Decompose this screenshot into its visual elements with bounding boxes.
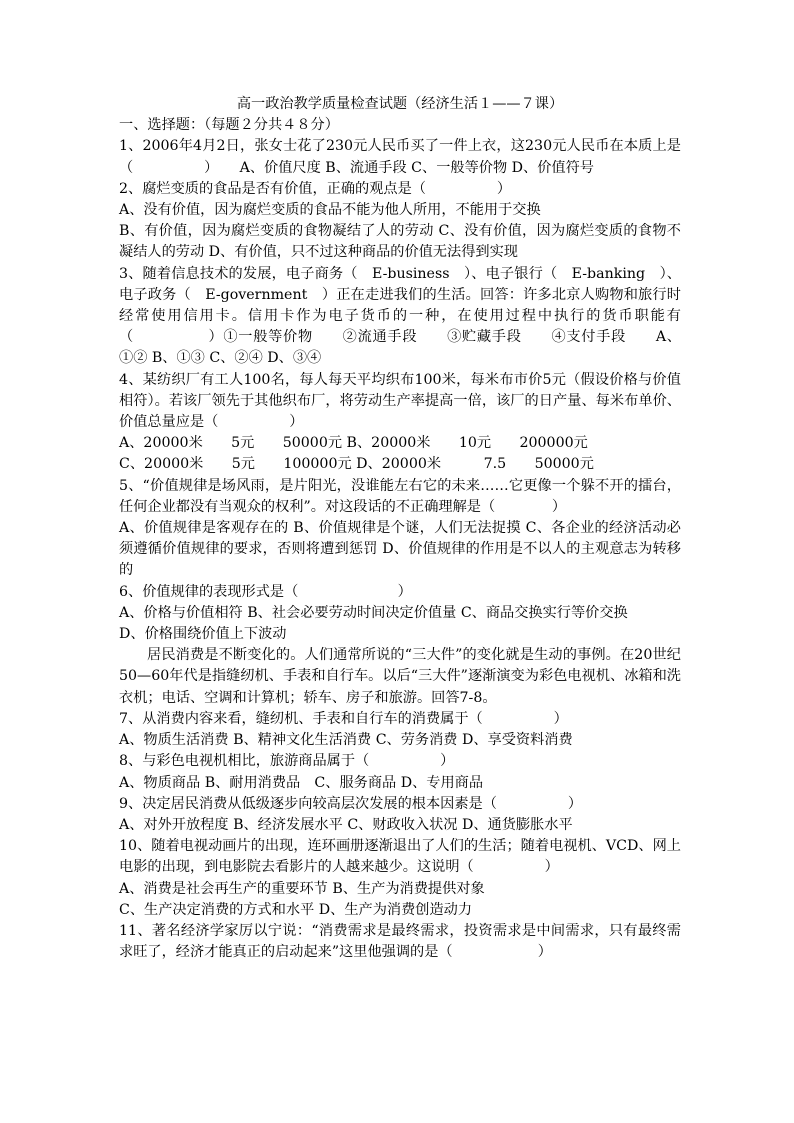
section-heading: 一、选择题：（每题２分共４８分） (119, 117, 339, 134)
question-2-options-bcd: B、有价值，因为腐烂变质的食物凝结了人的劳动 C、没有价值，因为腐烂变质的食物不凝结人的劳动 D、有价值，只不过这种商品的价值无法得到实现 (119, 223, 681, 261)
question-6: 6、价值规律的表现形式是（ ） (119, 583, 412, 600)
question-4-options-cd: C、20000米 5元 100000元 D、20000米 7.5 50000元 (119, 456, 594, 473)
question-8-options: A、物质商品 B、耐用消费品 C、服务商品 D、专用商品 (119, 774, 484, 791)
question-2-option-a: A、没有价值，因为腐烂变质的食品不能为他人所用，不能用于交换 (119, 202, 541, 219)
exam-title: 高一政治教学质量检查试题（经济生活１——７课） (236, 96, 564, 112)
question-10: 10、随着电视动画片的出现，连环画册逐渐退出了人们的生活；随着电视机、VCD、网上电影的出现，到电影院去看影片的人越来越少。这说明（ ） (119, 838, 681, 876)
question-5: 5、“价值规律是场风雨，是片阳光，没谁能左右它的未来……它更像一个躲不开的擂台，任何企业都没有当观众的权利”。对这段话的不正确理解是（ ） (119, 477, 681, 515)
question-6-options-abc: A、价格与价值相符 B、社会必要劳动时间决定价值量 C、商品交换实行等价交换 (119, 604, 628, 621)
question-6-option-d: D、价格围绕价值上下波动 (119, 626, 287, 643)
question-3: 3、随着信息技术的发展，电子商务（ E-business ）、电子银行（ E-banking ）、电子政务（ E-government ）正在走进我们的生活。回答：许多北京人购物和旅行时经常使用信用卡。信用卡作为电子货币的一种，在使用过程中执行的货币职能有（ ）①一般等价物 ②流通手段 ③贮藏手段 ④支付手段 A、①② B、①③ C、②④ D、③④ (119, 265, 681, 367)
question-2: 2、腐烂变质的食品是否有价值，正确的观点是（ ） (119, 180, 512, 197)
reading-passage: 居民消费是不断变化的。人们通常所说的“三大件”的变化就是生动的事例。在20世纪50—60年代是指缝纫机、手表和自行车。以后“三大件”逐渐演变为彩色电视机、冰箱和洗衣机；电话、空调和计算机；轿车、房子和旅游。回答7-8。 (119, 647, 681, 706)
exam-content (119, 94, 681, 963)
question-10-options-cd: C、生产决定消费的方式和水平 D、生产为消费创造动力 (119, 901, 473, 918)
question-11: 11、著名经济学家厉以宁说：“消费需求是最终需求，投资需求是中间需求，只有最终需求旺了，经济才能真正的启动起来”这里他强调的是（ ） (119, 922, 681, 961)
question-9-options: A、对外开放程度 B、经济发展水平 C、财政收入状况 D、通货膨胀水平 (119, 816, 573, 833)
question-4-options-ab: A、20000米 5元 50000元 B、20000米 10元 200000元 (119, 435, 588, 452)
question-7-options: A、物质生活消费 B、精神文化生活消费 C、劳务消费 D、享受资料消费 (119, 732, 573, 749)
question-4: 4、某纺织厂有工人100名，每人每天平均织布100米，每米布市价5元（假设价格与价值相符）。若该厂领先于其他织布厂，将劳动生产率提高一倍，该厂的日产量、每米布单价、价值总量应是（ ） (119, 371, 681, 431)
question-5-options: A、价值规律是客观存在的 B、价值规律是个谜，人们无法捉摸 C、各企业的经济活动必须遵循价值规律的要求，否则将遭到惩罚 D、价值规律的作用是不以人的主观意志为转移的 (119, 520, 681, 579)
question-9: 9、决定居民消费从低级逐步向较高层次发展的根本因素是（ ） (119, 795, 583, 812)
question-7: 7、从消费内容来看，缝纫机、手表和自行车的消费属于（ ） (119, 710, 568, 727)
question-8: 8、与彩色电视机相比，旅游商品属于（ ） (119, 753, 455, 770)
question-1: 1、2006年4月2日，张女士花了230元人民币买了一件上衣，这230元人民币在本质上是（ ） A、价值尺度 B、流通手段 C、一般等价物 D、价值符号 (119, 138, 681, 176)
question-10-options-ab: A、消费是社会再生产的重要环节 B、生产为消费提供对象 (119, 880, 485, 897)
